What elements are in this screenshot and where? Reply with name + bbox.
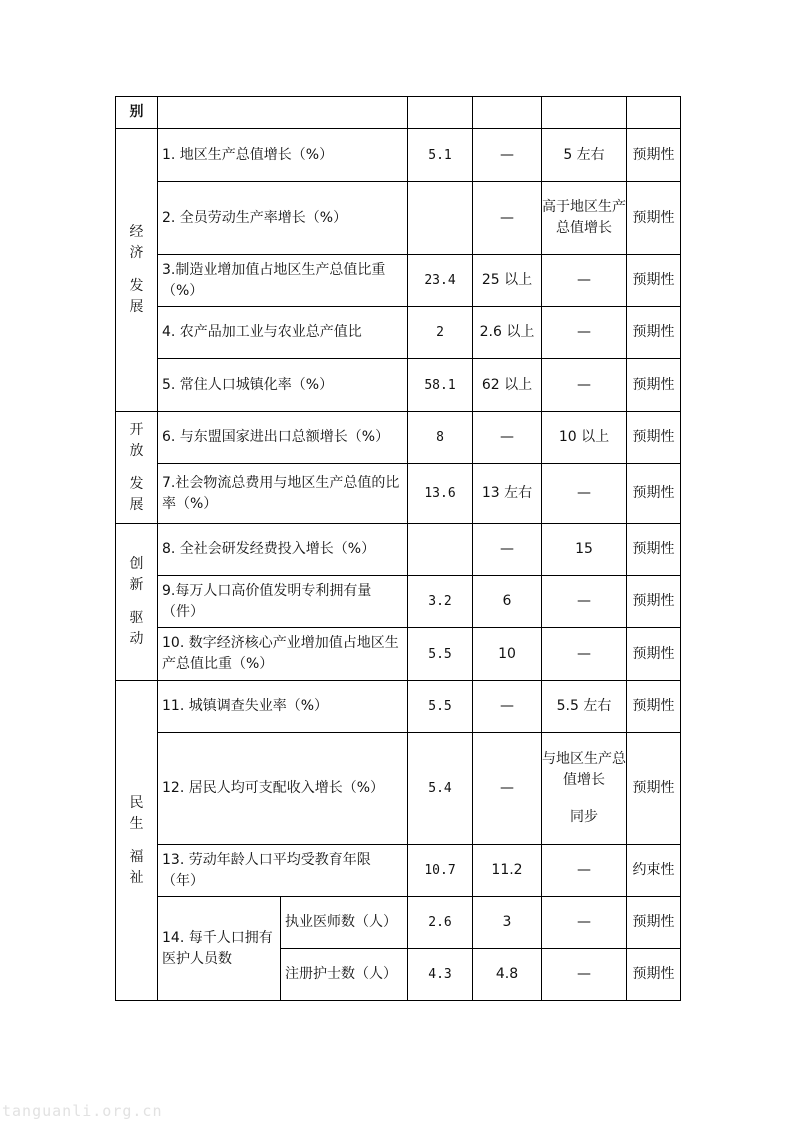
annual-value: 5.5 左右 [542,681,627,733]
sub-indicator-name: 注册护士数（人） [281,949,408,1001]
base-value: 5.4 [408,733,473,845]
table-row [116,576,681,628]
indicator-name: 7.社会物流总费用与地区生产总值的比率（%） [158,464,408,524]
base-header-empty [408,97,473,129]
sub-indicator-name: 执业医师数（人） [281,897,408,949]
indicator-name: 12. 居民人均可支配收入增长（%） [158,733,408,845]
table-row [116,733,681,845]
target-value: 6 [473,576,542,628]
annual-value: 高于地区生产总值增长 [542,182,627,255]
table-row [116,359,681,412]
annual-value: — [542,576,627,628]
indicator-name: 14. 每千人口拥有医护人员数 [158,897,281,1001]
target-value: 4.8 [473,949,542,1001]
target-value: — [473,412,542,464]
category-header: 别 [116,97,158,129]
table-row [116,628,681,681]
category-open-development: 开 放 发 展 [116,412,158,524]
indicator-name: 11. 城镇调查失业率（%） [158,681,408,733]
base-value: 5.1 [408,129,473,182]
target-value: — [473,129,542,182]
target-value: 11.2 [473,845,542,897]
category-innovation-driven: 创 新 驱 动 [116,524,158,681]
target-value: 62 以上 [473,359,542,412]
attribute: 预期性 [627,129,681,182]
base-value [408,182,473,255]
base-value: 2.6 [408,897,473,949]
table-row [116,845,681,897]
indicator-name: 9.每万人口高价值发明专利拥有量（件） [158,576,408,628]
base-value: 13.6 [408,464,473,524]
target-value: — [473,524,542,576]
attribute: 预期性 [627,949,681,1001]
annual-value-sub: 同步 [570,809,598,825]
attribute: 约束性 [627,845,681,897]
target-value: 25 以上 [473,255,542,307]
table-row [116,307,681,359]
target-value: 3 [473,897,542,949]
indicator-name: 13. 劳动年龄人口平均受教育年限（年） [158,845,408,897]
category-people-welfare: 民 生 福 祉 [116,681,158,1001]
attribute: 预期性 [627,897,681,949]
indicator-header-empty [158,97,408,129]
indicator-name: 3.制造业增加值占地区生产总值比重（%） [158,255,408,307]
indicator-table [115,96,681,1001]
attribute: 预期性 [627,182,681,255]
base-value [408,524,473,576]
annual-value: — [542,897,627,949]
attribute: 预期性 [627,681,681,733]
attribute: 预期性 [627,307,681,359]
base-value: 8 [408,412,473,464]
annual-value: — [542,359,627,412]
target-value: 10 [473,628,542,681]
table-row [116,464,681,524]
table-row [116,182,681,255]
indicator-name: 8. 全社会研发经费投入增长（%） [158,524,408,576]
target-header-empty [473,97,542,129]
attribute: 预期性 [627,524,681,576]
annual-value: — [542,255,627,307]
indicator-name: 2. 全员劳动生产率增长（%） [158,182,408,255]
annual-value: 5 左右 [542,129,627,182]
base-value: 23.4 [408,255,473,307]
target-value: — [473,733,542,845]
annual-header-empty [542,97,627,129]
attribute: 预期性 [627,412,681,464]
annual-value: 15 [542,524,627,576]
annual-value: — [542,464,627,524]
annual-value: — [542,628,627,681]
base-value: 4.3 [408,949,473,1001]
table-row [116,412,681,464]
attribute: 预期性 [627,733,681,845]
watermark: tanguanli.org.cn [2,1102,163,1120]
attribute: 预期性 [627,464,681,524]
target-value: — [473,681,542,733]
target-value: 13 左右 [473,464,542,524]
annual-value-main: 与地区生产总值增长 [542,751,626,788]
base-value: 10.7 [408,845,473,897]
indicator-name: 1. 地区生产总值增长（%） [158,129,408,182]
base-value: 5.5 [408,628,473,681]
indicator-name: 10. 数字经济核心产业增加值占地区生产总值比重（%） [158,628,408,681]
indicator-name: 4. 农产品加工业与农业总产值比 [158,307,408,359]
base-value: 3.2 [408,576,473,628]
table-row [116,255,681,307]
table-row [116,129,681,182]
annual-value: — [542,949,627,1001]
table-row [116,897,681,949]
annual-value: — [542,307,627,359]
base-value: 2 [408,307,473,359]
target-value: 2.6 以上 [473,307,542,359]
indicator-name: 6. 与东盟国家进出口总额增长（%） [158,412,408,464]
annual-value: — [542,845,627,897]
base-value: 5.5 [408,681,473,733]
table-row [116,524,681,576]
attribute: 预期性 [627,359,681,412]
annual-value: 10 以上 [542,412,627,464]
attribute: 预期性 [627,576,681,628]
header-row [116,97,681,129]
attribute: 预期性 [627,628,681,681]
attribute: 预期性 [627,255,681,307]
category-economic-development: 经 济 发 展 [116,129,158,412]
indicator-name: 5. 常住人口城镇化率（%） [158,359,408,412]
target-value: — [473,182,542,255]
base-value: 58.1 [408,359,473,412]
attr-header-empty [627,97,681,129]
table-row [116,681,681,733]
annual-value [542,733,627,845]
